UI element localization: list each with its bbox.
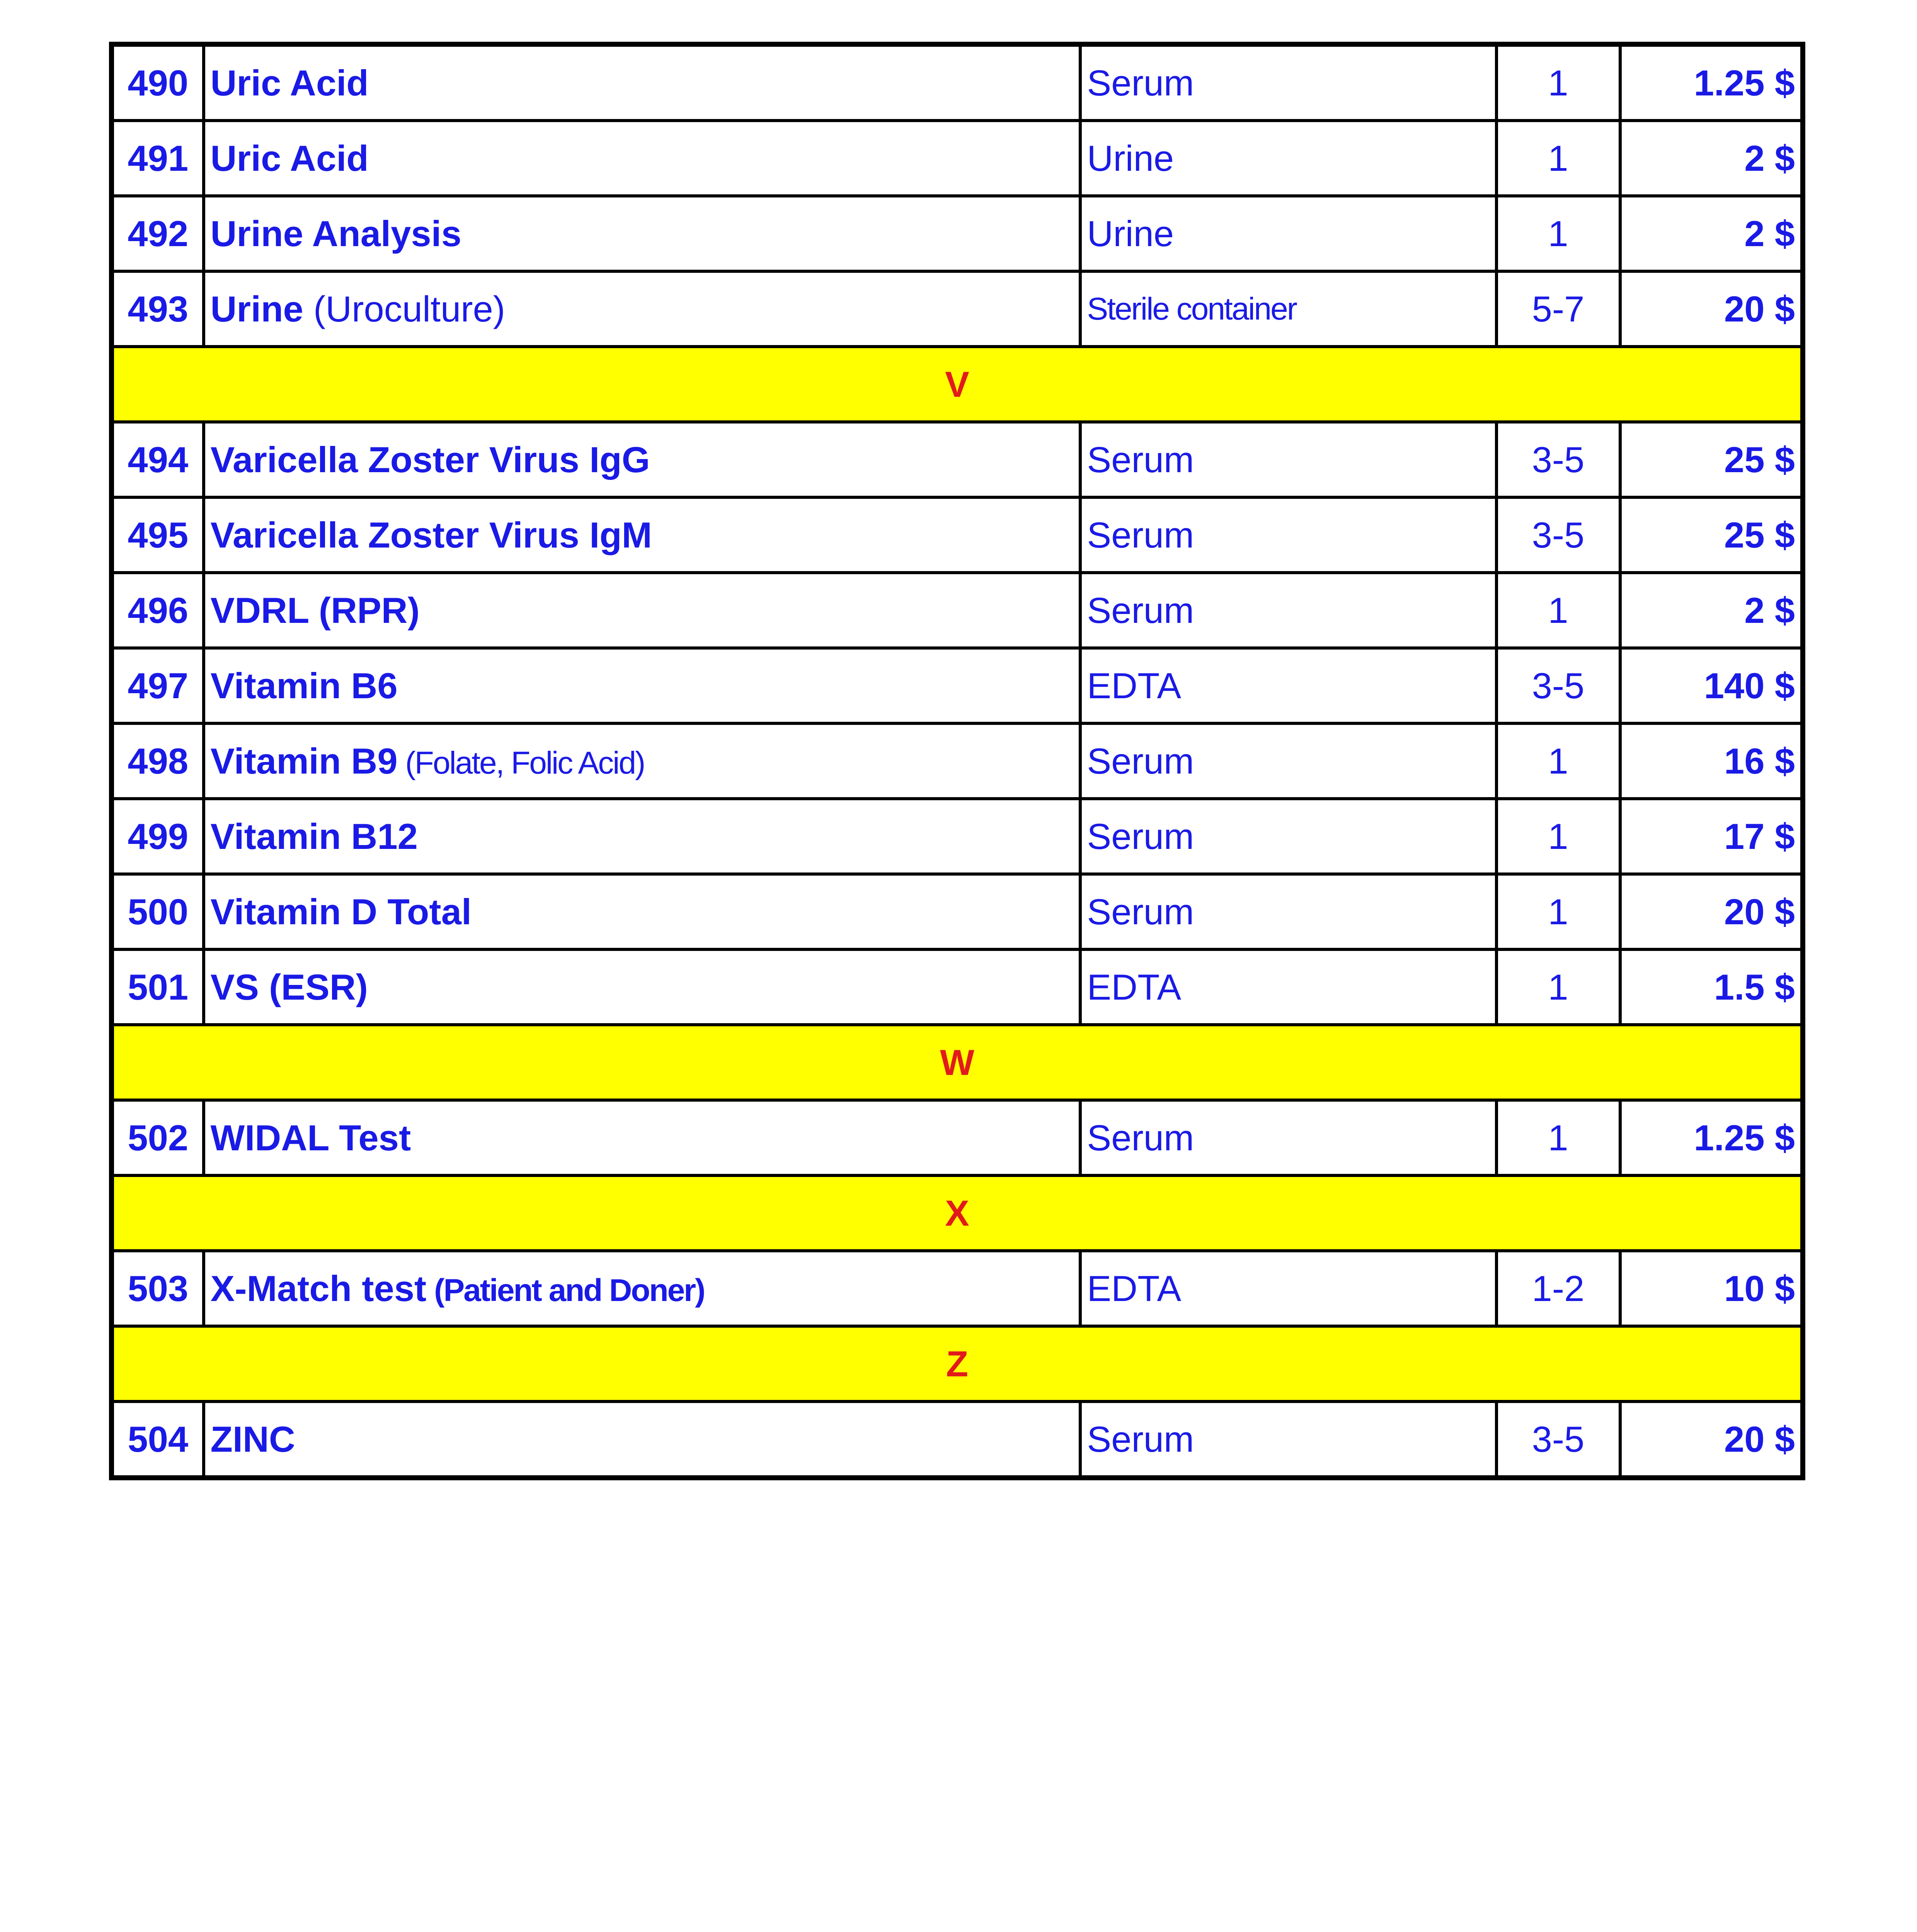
section-letter: Z: [112, 1326, 1803, 1401]
test-price: 1.5 $: [1620, 949, 1803, 1025]
sample-type: Serum: [1080, 1401, 1496, 1478]
test-name-cell: [204, 497, 1080, 573]
test-name: Vitamin B6: [210, 665, 398, 706]
test-name-cell: [204, 573, 1080, 648]
test-number: 490: [112, 44, 204, 121]
test-name: Urine: [210, 288, 303, 329]
test-number: 502: [112, 1100, 204, 1175]
sample-type: Urine: [1080, 196, 1496, 271]
turnaround-days: 1: [1496, 723, 1620, 799]
table-row: [112, 1100, 1803, 1175]
test-name-cell: [204, 874, 1080, 949]
table-row: [112, 573, 1803, 648]
turnaround-days: 1: [1496, 1100, 1620, 1175]
test-number: 494: [112, 422, 204, 497]
section-row-x: [112, 1175, 1803, 1251]
sample-type: Urine: [1080, 121, 1496, 196]
lab-tests-price-table: [109, 42, 1805, 1480]
sample-type: Serum: [1080, 422, 1496, 497]
section-letter: V: [112, 347, 1803, 422]
sample-type: EDTA: [1080, 949, 1496, 1025]
table-row: [112, 1251, 1803, 1326]
test-name: Varicella Zoster Virus IgG: [210, 439, 650, 480]
test-name: Uric Acid: [210, 138, 369, 179]
test-number: 495: [112, 497, 204, 573]
test-name-cell: [204, 1401, 1080, 1478]
test-number: 503: [112, 1251, 204, 1326]
test-name-cell: [204, 121, 1080, 196]
test-number: 499: [112, 799, 204, 874]
sample-type: Serum: [1080, 874, 1496, 949]
test-price: 2 $: [1620, 196, 1803, 271]
test-number: 498: [112, 723, 204, 799]
test-name-cell: [204, 196, 1080, 271]
test-name: WIDAL Test: [210, 1117, 411, 1158]
test-price: 17 $: [1620, 799, 1803, 874]
test-name: VS (ESR): [210, 966, 368, 1007]
test-price: 16 $: [1620, 723, 1803, 799]
sample-type: EDTA: [1080, 648, 1496, 723]
test-number: 497: [112, 648, 204, 723]
test-number: 491: [112, 121, 204, 196]
turnaround-days: 3-5: [1496, 422, 1620, 497]
test-number: 492: [112, 196, 204, 271]
section-letter: X: [112, 1175, 1803, 1251]
test-name: Uric Acid: [210, 62, 369, 103]
turnaround-days: 3-5: [1496, 648, 1620, 723]
test-name: Vitamin B12: [210, 816, 418, 857]
table-row: [112, 1401, 1803, 1478]
table-row: [112, 422, 1803, 497]
test-name-cell: [204, 271, 1080, 347]
test-name: Urine Analysis: [210, 213, 462, 254]
table-row: [112, 44, 1803, 121]
sample-type: Serum: [1080, 573, 1496, 648]
turnaround-days: 5-7: [1496, 271, 1620, 347]
test-price: 1.25 $: [1620, 1100, 1803, 1175]
test-number: 504: [112, 1401, 204, 1478]
table-row: [112, 723, 1803, 799]
turnaround-days: 1: [1496, 799, 1620, 874]
test-name-cell: [204, 949, 1080, 1025]
test-name-cell: [204, 44, 1080, 121]
test-name: Vitamin D Total: [210, 891, 472, 932]
table-row: [112, 799, 1803, 874]
turnaround-days: 1: [1496, 44, 1620, 121]
test-name-note: (Uroculture): [303, 288, 506, 329]
section-row-w: [112, 1025, 1803, 1100]
section-row-z: [112, 1326, 1803, 1401]
test-name-cell: [204, 422, 1080, 497]
test-name-cell: [204, 723, 1080, 799]
turnaround-days: 3-5: [1496, 1401, 1620, 1478]
test-name: ZINC: [210, 1418, 295, 1459]
test-price: 1.25 $: [1620, 44, 1803, 121]
sample-type: Serum: [1080, 497, 1496, 573]
test-price: 20 $: [1620, 874, 1803, 949]
table-row: [112, 648, 1803, 723]
test-name-cell: [204, 799, 1080, 874]
test-price: 20 $: [1620, 1401, 1803, 1478]
turnaround-days: 1: [1496, 573, 1620, 648]
sample-type: Serum: [1080, 723, 1496, 799]
test-name-cell: [204, 1251, 1080, 1326]
turnaround-days: 1: [1496, 196, 1620, 271]
turnaround-days: 3-5: [1496, 497, 1620, 573]
sample-type: Serum: [1080, 1100, 1496, 1175]
table-row: [112, 949, 1803, 1025]
section-letter: W: [112, 1025, 1803, 1100]
table-row: [112, 874, 1803, 949]
sample-type: EDTA: [1080, 1251, 1496, 1326]
price-list-sheet: [109, 42, 1805, 1480]
test-number: 496: [112, 573, 204, 648]
test-name-note: (Patient and Doner): [426, 1272, 705, 1308]
test-name: VDRL (RPR): [210, 590, 420, 631]
test-price: 25 $: [1620, 497, 1803, 573]
test-number: 493: [112, 271, 204, 347]
test-price: 10 $: [1620, 1251, 1803, 1326]
test-price: 20 $: [1620, 271, 1803, 347]
test-name: Vitamin B9: [210, 740, 398, 781]
test-price: 2 $: [1620, 573, 1803, 648]
table-row: [112, 497, 1803, 573]
test-price: 25 $: [1620, 422, 1803, 497]
table-row: [112, 121, 1803, 196]
test-name-cell: [204, 648, 1080, 723]
turnaround-days: 1: [1496, 121, 1620, 196]
sample-type: Serum: [1080, 44, 1496, 121]
test-number: 501: [112, 949, 204, 1025]
turnaround-days: 1: [1496, 874, 1620, 949]
table-row: [112, 196, 1803, 271]
section-row-v: [112, 347, 1803, 422]
turnaround-days: 1-2: [1496, 1251, 1620, 1326]
test-name: Varicella Zoster Virus IgM: [210, 514, 652, 555]
sample-type: Serum: [1080, 799, 1496, 874]
test-name-note: (Folate, Folic Acid): [397, 745, 645, 781]
test-number: 500: [112, 874, 204, 949]
sample-type: Sterile container: [1080, 271, 1496, 347]
table-row: [112, 271, 1803, 347]
turnaround-days: 1: [1496, 949, 1620, 1025]
test-price: 140 $: [1620, 648, 1803, 723]
test-name: X-Match test: [210, 1268, 427, 1309]
test-name-cell: [204, 1100, 1080, 1175]
test-price: 2 $: [1620, 121, 1803, 196]
